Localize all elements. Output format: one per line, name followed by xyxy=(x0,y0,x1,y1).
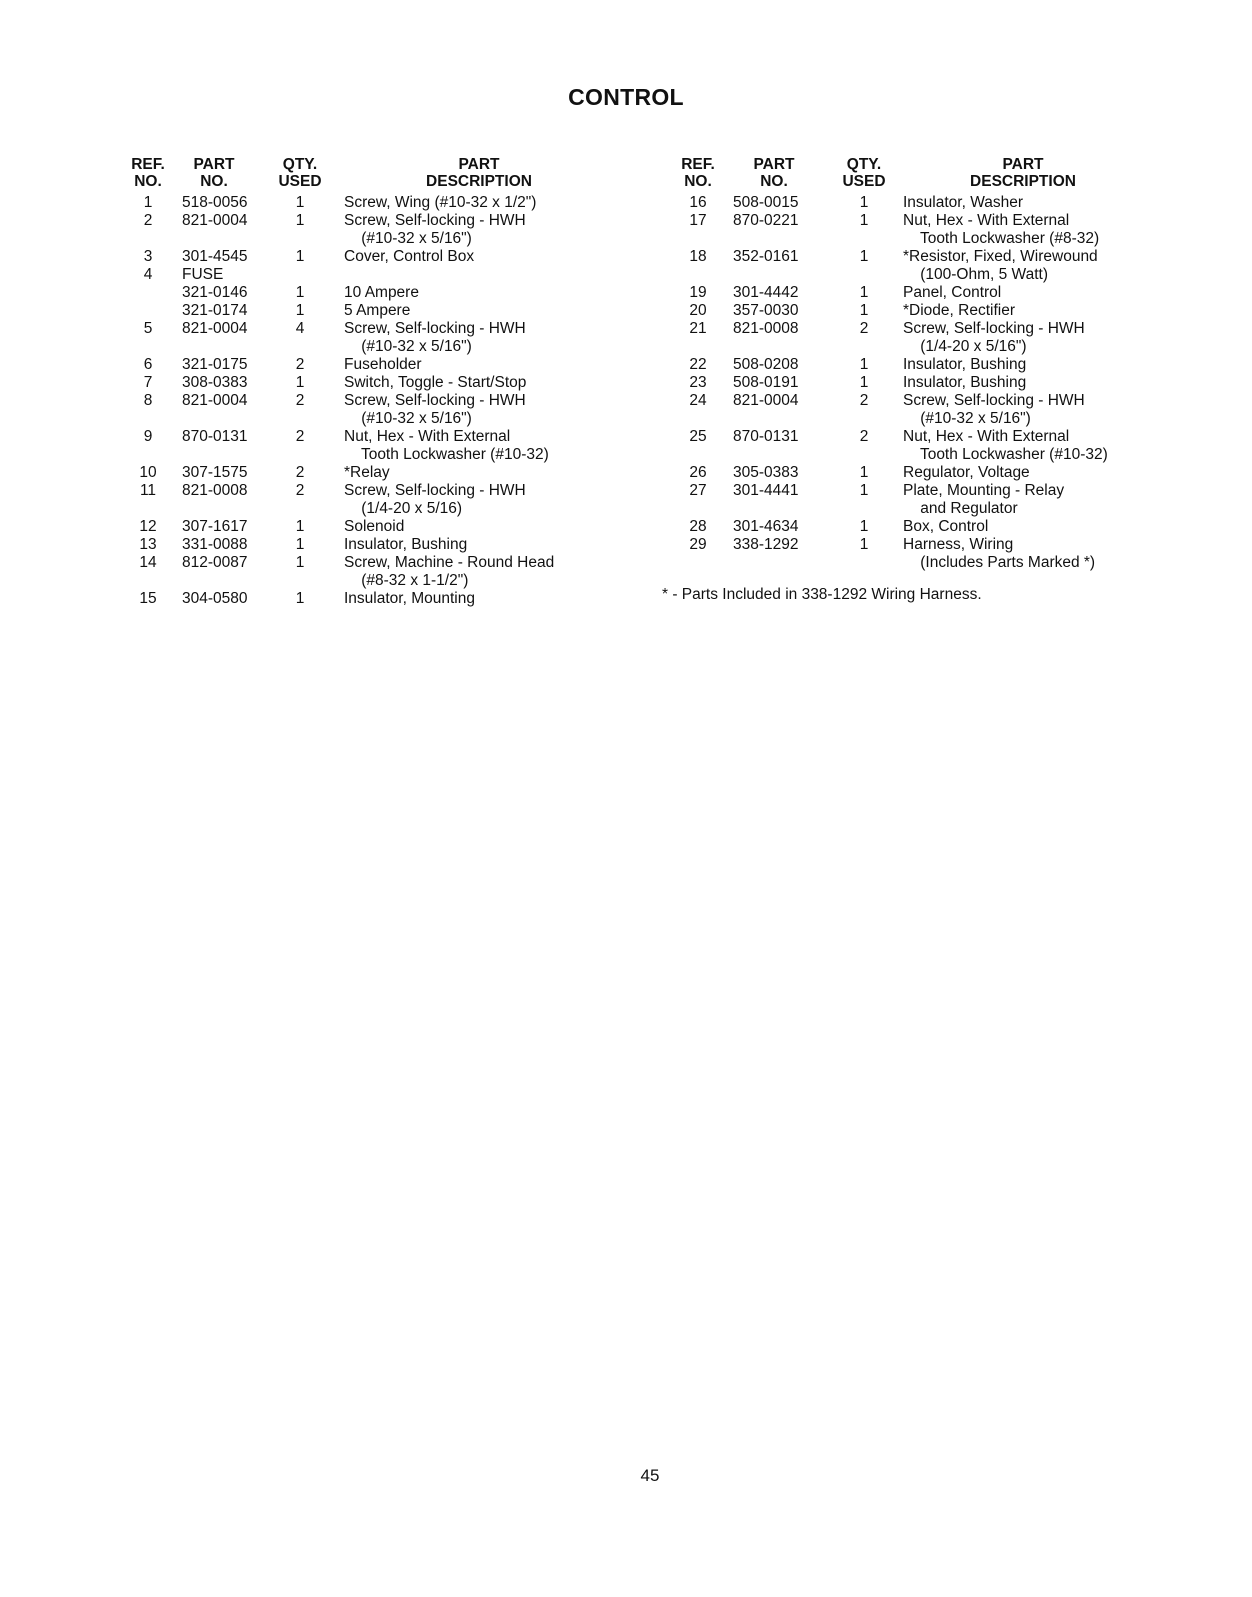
page-number: 45 xyxy=(640,1466,660,1485)
table-row xyxy=(677,302,1147,320)
description-line: 5 Ampere xyxy=(344,302,411,319)
description-line: Tooth Lockwasher (#10-32) xyxy=(344,446,549,463)
description-line: Screw, Self-locking - HWH xyxy=(903,320,1085,337)
description-line: Insulator, Bushing xyxy=(903,356,1027,373)
part-description-cell xyxy=(899,518,1147,536)
table-row xyxy=(128,194,618,212)
qty-used-cell: 1 xyxy=(859,194,869,211)
ref-no-cell: 23 xyxy=(689,374,707,391)
table-header xyxy=(677,156,1147,194)
ref-no-cell: 21 xyxy=(689,320,707,337)
table-row xyxy=(677,518,1147,536)
ref-no-cell: 28 xyxy=(689,518,707,535)
qty-used-cell: 1 xyxy=(295,554,305,571)
table-row xyxy=(677,194,1147,212)
part-description-cell xyxy=(899,428,1147,464)
description-line: *Relay xyxy=(344,464,390,481)
part-description-cell xyxy=(899,374,1147,392)
description-line: Tooth Lockwasher (#10-32) xyxy=(903,446,1108,463)
qty-used-cell: 1 xyxy=(859,284,869,301)
ref-no-cell: 7 xyxy=(143,374,153,391)
description-line: (#10-32 x 5/16") xyxy=(344,230,472,247)
description-line: (#10-32 x 5/16") xyxy=(903,410,1031,427)
part-description-cell xyxy=(899,320,1147,356)
part-description-cell xyxy=(340,392,618,428)
table-header xyxy=(128,156,618,194)
part-no-cell: 508-0191 xyxy=(733,374,799,391)
footnote: * - Parts Included in 338-1292 Wiring Harness. xyxy=(662,586,982,603)
description-line: Fuseholder xyxy=(344,356,422,373)
qty-used-cell: 1 xyxy=(295,302,305,319)
description-line: Insulator, Mounting xyxy=(344,590,475,607)
part-no-cell: 352-0161 xyxy=(733,248,799,265)
part-no-cell: 321-0174 xyxy=(182,302,248,319)
page-title: CONTROL xyxy=(568,84,684,110)
table-row xyxy=(677,428,1147,464)
part-description-cell xyxy=(899,392,1147,428)
description-line: Screw, Machine - Round Head xyxy=(344,554,555,571)
description-line: (#10-32 x 5/16") xyxy=(344,410,472,427)
table-row xyxy=(677,482,1147,518)
qty-used-cell: 4 xyxy=(295,320,305,337)
ref-no-cell: 11 xyxy=(139,482,157,499)
part-description-cell xyxy=(340,482,618,518)
description-line: *Diode, Rectifier xyxy=(903,302,1015,319)
part-no-cell: 304-0580 xyxy=(182,590,248,607)
part-description-cell xyxy=(899,212,1147,248)
part-no-cell: 821-0004 xyxy=(182,320,248,337)
ref-no-cell: 24 xyxy=(689,392,707,409)
description-line: Insulator, Bushing xyxy=(344,536,468,553)
description-line: Panel, Control xyxy=(903,284,1002,301)
qty-used-cell: 1 xyxy=(295,374,305,391)
qty-used-cell: 1 xyxy=(295,212,305,229)
description-line: Insulator, Washer xyxy=(903,194,1024,211)
ref-no-cell: 29 xyxy=(689,536,707,553)
part-description-cell xyxy=(340,536,618,554)
description-line: Switch, Toggle - Start/Stop xyxy=(344,374,527,391)
header-part-description: PART DESCRIPTION xyxy=(970,156,1076,190)
table-row xyxy=(128,590,618,608)
qty-used-cell: 2 xyxy=(859,392,869,409)
part-description-cell xyxy=(340,518,618,536)
ref-no-cell: 14 xyxy=(139,554,157,571)
part-description-cell xyxy=(899,302,1147,320)
part-description-cell xyxy=(340,590,618,608)
ref-no-cell: 10 xyxy=(139,464,157,481)
description-line: Cover, Control Box xyxy=(344,248,475,265)
description-line: and Regulator xyxy=(903,500,1018,517)
part-no-cell: 321-0146 xyxy=(182,284,248,301)
ref-no-cell: 19 xyxy=(689,284,707,301)
description-line: Screw, Self-locking - HWH xyxy=(344,320,526,337)
description-line: Screw, Wing (#10-32 x 1/2") xyxy=(344,194,537,211)
part-description-cell xyxy=(899,356,1147,374)
part-no-cell: 821-0008 xyxy=(733,320,799,337)
description-line: 10 Ampere xyxy=(344,284,419,301)
part-no-cell: 301-4441 xyxy=(733,482,799,499)
table-row xyxy=(128,374,618,392)
part-no-cell: 301-4442 xyxy=(733,284,799,301)
part-no-cell: 870-0131 xyxy=(182,428,248,445)
qty-used-cell: 1 xyxy=(859,302,869,319)
description-line: Screw, Self-locking - HWH xyxy=(344,482,526,499)
table-row xyxy=(128,482,618,518)
part-description-cell xyxy=(340,554,618,590)
part-no-cell: 301-4545 xyxy=(182,248,248,265)
table-row xyxy=(677,464,1147,482)
ref-no-cell: 12 xyxy=(139,518,157,535)
qty-used-cell: 1 xyxy=(859,356,869,373)
description-line: Nut, Hex - With External xyxy=(344,428,511,445)
parts-table-left xyxy=(128,156,618,608)
description-line: Screw, Self-locking - HWH xyxy=(344,212,526,229)
part-no-cell: 508-0015 xyxy=(733,194,799,211)
qty-used-cell: 2 xyxy=(295,482,305,499)
table-row xyxy=(128,518,618,536)
part-description-cell xyxy=(899,482,1147,518)
description-line: (#8-32 x 1-1/2") xyxy=(344,572,469,589)
table-row xyxy=(677,212,1147,248)
table-row xyxy=(128,554,618,590)
part-description-cell xyxy=(340,464,618,482)
ref-no-cell: 20 xyxy=(689,302,707,319)
table-row xyxy=(677,248,1147,284)
description-line: Insulator, Bushing xyxy=(903,374,1027,391)
part-description-cell xyxy=(899,464,1147,482)
part-no-cell: 821-0008 xyxy=(182,482,248,499)
description-line: Screw, Self-locking - HWH xyxy=(903,392,1085,409)
header-ref-no: REF. NO. xyxy=(131,156,165,190)
description-line: (100-Ohm, 5 Watt) xyxy=(903,266,1048,283)
description-line xyxy=(344,266,618,284)
table-row xyxy=(128,356,618,374)
table-row xyxy=(128,392,618,428)
table-row xyxy=(677,284,1147,302)
header-part-no: PART NO. xyxy=(753,156,795,190)
part-description-cell xyxy=(340,302,618,320)
table-row xyxy=(128,248,618,266)
table-row xyxy=(128,320,618,356)
description-line: Nut, Hex - With External xyxy=(903,212,1070,229)
description-line: (1/4-20 x 5/16) xyxy=(344,500,463,517)
table-row xyxy=(677,356,1147,374)
qty-used-cell: 1 xyxy=(295,518,305,535)
table-row xyxy=(677,392,1147,428)
header-part-no: PART NO. xyxy=(193,156,235,190)
part-no-cell: 518-0056 xyxy=(182,194,248,211)
part-description-cell xyxy=(899,194,1147,212)
header-part-description: PART DESCRIPTION xyxy=(426,156,532,190)
part-no-cell: 308-0383 xyxy=(182,374,248,391)
description-line: (Includes Parts Marked *) xyxy=(903,554,1096,571)
description-line: Box, Control xyxy=(903,518,989,535)
qty-used-cell: 2 xyxy=(295,356,305,373)
table-row xyxy=(677,374,1147,392)
qty-used-cell: 1 xyxy=(295,590,305,607)
part-no-cell: 821-0004 xyxy=(182,212,248,229)
part-no-cell: 870-0131 xyxy=(733,428,799,445)
ref-no-cell: 22 xyxy=(689,356,707,373)
table-row xyxy=(677,536,1147,572)
description-line: Harness, Wiring xyxy=(903,536,1014,553)
ref-no-cell: 2 xyxy=(143,212,153,229)
header-qty-used: QTY. USED xyxy=(278,156,322,190)
part-no-cell: 812-0087 xyxy=(182,554,248,571)
qty-used-cell: 2 xyxy=(859,428,869,445)
parts-table-right xyxy=(677,156,1147,572)
header-ref-no: REF. NO. xyxy=(681,156,715,190)
part-no-cell: 508-0208 xyxy=(733,356,799,373)
qty-used-cell: 2 xyxy=(295,464,305,481)
qty-used-cell: 1 xyxy=(859,464,869,481)
qty-used-cell: 2 xyxy=(859,320,869,337)
qty-used-cell: 1 xyxy=(859,248,869,265)
ref-no-cell: 26 xyxy=(689,464,707,481)
description-line: Regulator, Voltage xyxy=(903,464,1030,481)
part-no-cell: FUSE xyxy=(182,266,224,283)
ref-no-cell: 6 xyxy=(143,356,153,373)
qty-used-cell: 1 xyxy=(859,518,869,535)
ref-no-cell: 16 xyxy=(689,194,707,211)
part-description-cell xyxy=(340,266,618,284)
table-row xyxy=(128,284,618,302)
part-description-cell xyxy=(340,428,618,464)
part-no-cell: 870-0221 xyxy=(733,212,799,229)
qty-used-cell: 2 xyxy=(295,392,305,409)
ref-no-cell: 5 xyxy=(143,320,153,337)
part-description-cell xyxy=(899,536,1147,572)
description-line: Tooth Lockwasher (#8-32) xyxy=(903,230,1100,247)
table-body xyxy=(128,194,618,608)
header-qty-used: QTY. USED xyxy=(842,156,886,190)
ref-no-cell: 4 xyxy=(143,266,153,283)
part-no-cell: 338-1292 xyxy=(733,536,799,553)
part-no-cell: 305-0383 xyxy=(733,464,799,481)
ref-no-cell: 17 xyxy=(689,212,707,229)
ref-no-cell: 13 xyxy=(139,536,157,553)
description-line: Screw, Self-locking - HWH xyxy=(344,392,526,409)
part-description-cell xyxy=(340,374,618,392)
qty-used-cell: 1 xyxy=(295,536,305,553)
table-row xyxy=(128,212,618,248)
part-no-cell: 357-0030 xyxy=(733,302,799,319)
description-line: *Resistor, Fixed, Wirewound xyxy=(903,248,1098,265)
part-no-cell: 821-0004 xyxy=(733,392,799,409)
ref-no-cell: 27 xyxy=(689,482,707,499)
part-description-cell xyxy=(340,248,618,266)
part-description-cell xyxy=(340,320,618,356)
part-description-cell xyxy=(899,248,1147,284)
ref-no-cell: 18 xyxy=(689,248,707,265)
description-line: (#10-32 x 5/16") xyxy=(344,338,472,355)
ref-no-cell: 9 xyxy=(143,428,153,445)
part-no-cell: 301-4634 xyxy=(733,518,799,535)
part-description-cell xyxy=(340,212,618,248)
part-no-cell: 321-0175 xyxy=(182,356,248,373)
part-no-cell: 307-1617 xyxy=(182,518,248,535)
qty-used-cell: 1 xyxy=(859,536,869,553)
ref-no-cell: 15 xyxy=(139,590,157,607)
part-description-cell xyxy=(340,284,618,302)
description-line: (1/4-20 x 5/16") xyxy=(903,338,1027,355)
qty-used-cell: 1 xyxy=(295,248,305,265)
part-description-cell xyxy=(340,356,618,374)
table-body xyxy=(677,194,1147,572)
description-line: Solenoid xyxy=(344,518,405,535)
qty-used-cell: 1 xyxy=(859,212,869,229)
qty-used-cell: 1 xyxy=(859,374,869,391)
part-no-cell: 307-1575 xyxy=(182,464,248,481)
ref-no-cell: 25 xyxy=(689,428,707,445)
qty-used-cell: 1 xyxy=(295,284,305,301)
ref-no-cell: 1 xyxy=(143,194,153,211)
description-line: Nut, Hex - With External xyxy=(903,428,1070,445)
qty-used-cell: 1 xyxy=(295,194,305,211)
part-no-cell: 331-0088 xyxy=(182,536,248,553)
table-row xyxy=(128,428,618,464)
table-row xyxy=(128,266,618,284)
qty-used-cell: 2 xyxy=(295,428,305,445)
part-description-cell xyxy=(340,194,618,212)
table-row xyxy=(128,536,618,554)
table-row xyxy=(128,302,618,320)
description-line: Plate, Mounting - Relay xyxy=(903,482,1065,499)
qty-used-cell: 1 xyxy=(859,482,869,499)
part-no-cell: 821-0004 xyxy=(182,392,248,409)
ref-no-cell: 3 xyxy=(143,248,153,265)
table-row xyxy=(128,464,618,482)
table-row xyxy=(677,320,1147,356)
ref-no-cell: 8 xyxy=(143,392,153,409)
part-description-cell xyxy=(899,284,1147,302)
